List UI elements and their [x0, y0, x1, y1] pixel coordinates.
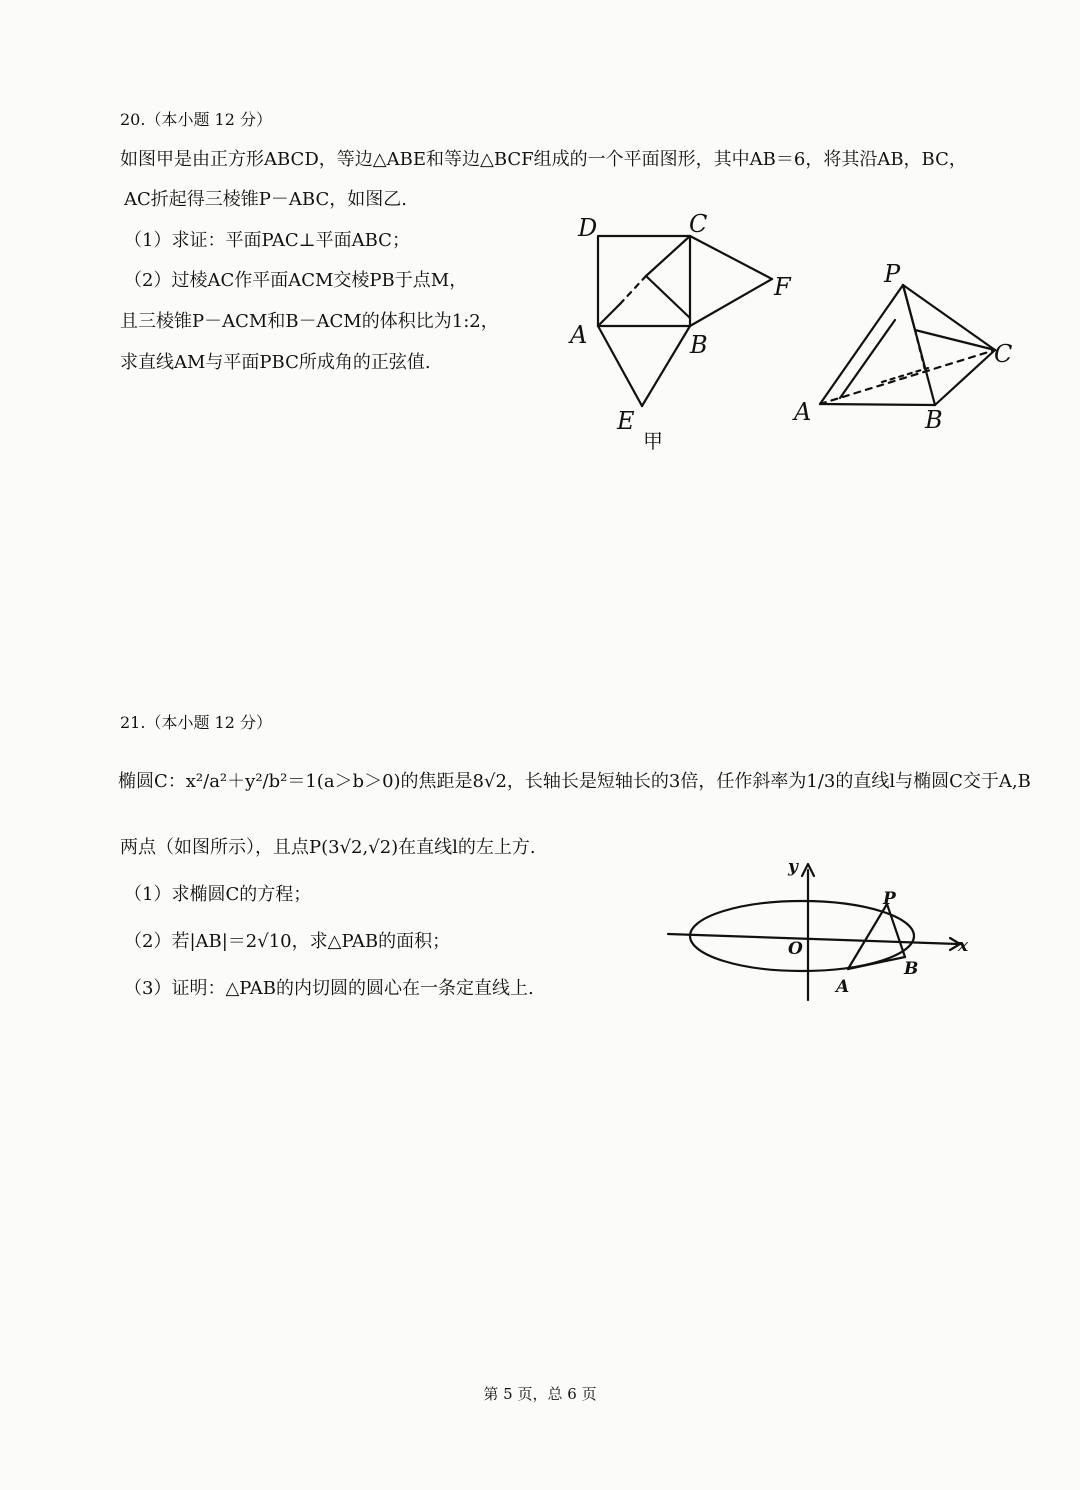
q20-part1: （1）求证：平面PAC⊥平面ABC；	[124, 230, 410, 251]
q20-part2: （2）过棱AC作平面ACM交棱PB于点M，	[124, 270, 468, 291]
q20-header: 20.（本小题 12 分）	[120, 110, 272, 129]
label-c2: C	[994, 340, 1013, 368]
q21-part3: （3）证明：△PAB的内切圆的圆心在一条定直线上.	[124, 978, 534, 999]
label-b2: B	[925, 406, 943, 434]
label-c: C	[689, 210, 708, 238]
q20-line2: AC折起得三棱锥P－ABC，如图乙.	[124, 189, 407, 210]
point-b-label: B	[904, 959, 919, 979]
q20-line5: 且三棱锥P－ACM和B－ACM的体积比为1:2，	[120, 311, 499, 332]
q20-line6: 求直线AM与平面PBC所成角的正弦值.	[120, 352, 431, 373]
axis-x-label: x	[958, 936, 969, 956]
label-a2: A	[794, 398, 812, 426]
label-b: B	[690, 331, 708, 359]
page-footer: 第 5 页，总 6 页	[483, 1385, 597, 1403]
label-e: E	[617, 407, 635, 435]
figure-ellipse-lines	[668, 864, 960, 1000]
figure-jia-caption: 甲	[643, 429, 663, 453]
q20-line1: 如图甲是由正方形ABCD，等边△ABE和等边△BCF组成的一个平面图形，其中AB＝6，将其沿AB，BC，	[120, 149, 967, 170]
label-d: D	[578, 214, 598, 242]
q21-line2: 两点（如图所示），且点P(3√2,√2)在直线l的左上方.	[120, 837, 536, 858]
axis-y-label: y	[788, 857, 798, 877]
q21-line1: 椭圆C：x²/a²＋y²/b²＝1(a＞b＞0)的焦距是8√2，长轴长是短轴长的3倍，任作斜率为1/3的直线l与椭圆C交于A,B	[118, 771, 1031, 792]
q21-header: 21.（本小题 12 分）	[120, 713, 272, 732]
label-p: P	[884, 260, 901, 288]
q21-part2: （2）若|AB|＝2√10，求△PAB的面积；	[124, 931, 451, 952]
point-p-label: P	[883, 889, 896, 909]
origin-label: O	[788, 939, 803, 959]
label-a: A	[570, 321, 588, 349]
label-f: F	[774, 273, 791, 301]
point-a-label: A	[836, 977, 850, 997]
q21-part1: （1）求椭圆C的方程；	[124, 884, 312, 905]
